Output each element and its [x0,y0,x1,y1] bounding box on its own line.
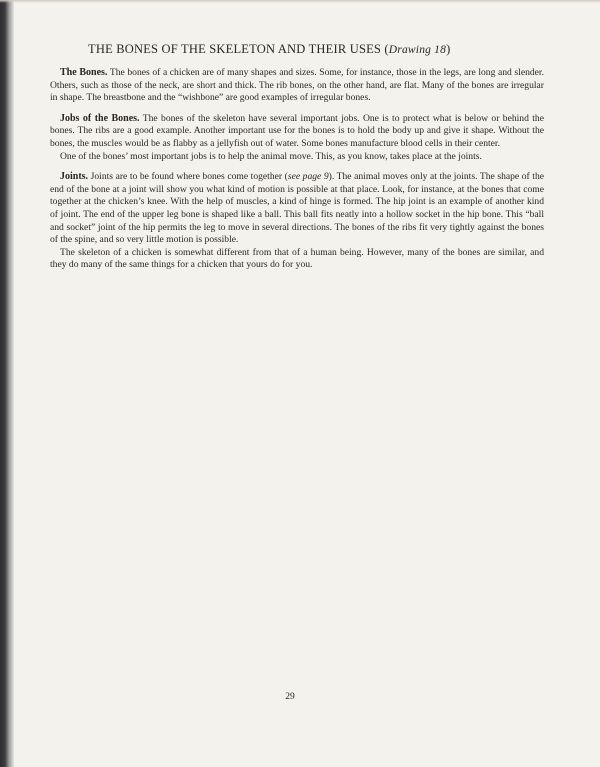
heading-jobs-of-the-bones: Jobs of the Bones. [60,112,140,124]
page-top-edge [0,0,600,3]
title-ref-close: ) [446,42,451,56]
page-title-text: THE BONES OF THE SKELETON AND THEIR USES [88,42,382,56]
drawing-reference: Drawing 18 [388,44,447,56]
paragraph-the-bones [50,67,544,105]
page-number: 29 [285,692,295,702]
heading-the-bones: The Bones. [60,67,108,78]
paragraph-bones-help-move: One of the bones’ most important jobs is to help the animal move. This, as you know, takes place at the joints. [60,150,482,162]
paragraph-skeleton-comparison: The skeleton of a chicken is somewhat different from that of a human being. However, many of the bones are similar, and they do many of the same things for a chicken that yours do for you. [50,246,544,271]
paragraph-text: The bones of the skeleton have several important jobs. One is to protect what is below or behind the bones. The ribs are a good example. Another important use for the bones is to hold the body up and give it shape. Without the bones, the muscles would be as flabby as a jellyfish out of water. Some bones manufacture blood cells in their center. [50,112,544,149]
title-ref-open: ( [381,42,389,56]
paragraph-text: The bones of a chicken are of many shapes and sizes. Some, for instance, those in the legs, are long and slender. Others, such as those of the neck, are short and thick. The rib bones, on the other hand, are flat. Many of the bones are irregular in shape. The breastbone and the “wishbone” are good examples of irregular bones. [50,67,544,104]
paragraph-text: Joints are to be found where bones come together ( [88,171,288,183]
body-text [50,67,544,272]
heading-joints: Joints. [60,171,89,183]
page-cross-reference: see page 9 [287,171,329,183]
paragraph-joints [50,171,544,247]
paragraph-text: ). The animal moves only at the joints. The shape of the end of the bone at a joint will show you what kind of motion is possible at that place. Look, for instance, at the bones that come together at the chicken’s knee. With the help of muscles, a kind of hinge is formed. The hip joint is an example of another kind of joint. The end of the upper leg bone is shaped like a ball. This ball fits neatly into a hollow socket in the hip bone. This “ball and socket” joint of the hip permits the leg to move in several directions. The bones of the ribs fit very tightly against the bones of the spine, and so very little motion is possible. [50,171,544,246]
book-binding-edge [0,0,14,767]
page-title [88,42,508,57]
paragraph-jobs-of-the-bones [50,113,544,151]
